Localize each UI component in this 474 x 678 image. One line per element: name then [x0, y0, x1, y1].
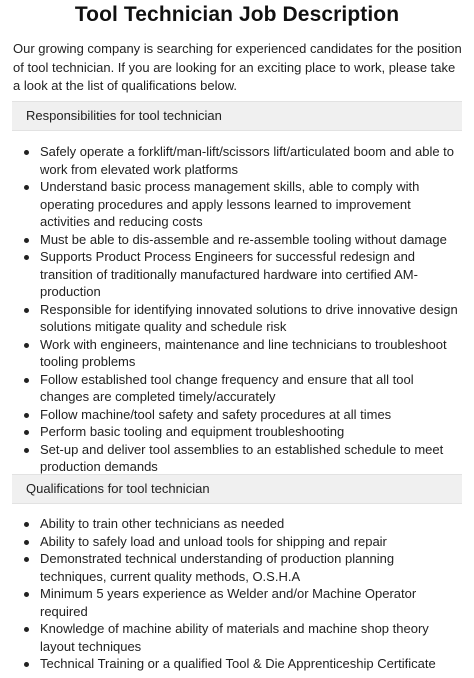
- list-item: Minimum 5 years experience as Welder and/or Machine Operator required: [12, 585, 464, 620]
- list-item: Ability to safely load and unload tools for shipping and repair: [12, 533, 464, 551]
- bullet-icon: [24, 540, 29, 545]
- bullet-icon: [24, 255, 29, 260]
- bullet-icon: [24, 557, 29, 562]
- bullet-icon: [24, 343, 29, 348]
- responsibilities-list: [12, 143, 464, 476]
- bullet-icon: [24, 308, 29, 313]
- qualifications-list: [12, 515, 464, 673]
- bullet-icon: [24, 238, 29, 243]
- qualifications-heading: Qualifications for tool technician: [26, 481, 210, 496]
- page-title: Tool Technician Job Description: [74, 3, 400, 26]
- list-item: Responsible for identifying innovated solutions to drive innovative design solutions mitigate quality and schedule risk: [12, 301, 464, 336]
- list-item: Perform basic tooling and equipment troubleshooting: [12, 423, 464, 441]
- list-item: Technical Training or a qualified Tool & Die Apprenticeship Certificate: [12, 655, 464, 673]
- list-item: Work with engineers, maintenance and line technicians to troubleshoot tooling problems: [12, 336, 464, 371]
- list-item: Demonstrated technical understanding of production planning techniques, current quality methods, O.S.H.A: [12, 550, 464, 585]
- list-item: Understand basic process management skills, able to comply with operating procedures and apply lessons learned to improvement activities and reducing costs: [12, 178, 464, 231]
- bullet-icon: [24, 662, 29, 667]
- qualifications-header: [12, 474, 462, 504]
- bullet-icon: [24, 592, 29, 597]
- bullet-icon: [24, 413, 29, 418]
- bullet-icon: [24, 627, 29, 632]
- list-item: Ability to train other technicians as needed: [12, 515, 464, 533]
- bullet-icon: [24, 150, 29, 155]
- list-item: Follow established tool change frequency and ensure that all tool changes are completed timely/accurately: [12, 371, 464, 406]
- list-item: Knowledge of machine ability of materials and machine shop theory layout techniques: [12, 620, 464, 655]
- responsibilities-header: [12, 101, 462, 131]
- intro-paragraph: Our growing company is searching for experienced candidates for the position of tool technician. If you are looking for an exciting place to work, please take a look at the list of qualifications below.: [13, 41, 462, 93]
- bullet-icon: [24, 448, 29, 453]
- list-item: Safely operate a forklift/man-lift/scissors lift/articulated boom and able to work from elevated work platforms: [12, 143, 464, 178]
- list-item: Follow machine/tool safety and safety procedures at all times: [12, 406, 464, 424]
- bullet-icon: [24, 522, 29, 527]
- bullet-icon: [24, 430, 29, 435]
- bullet-icon: [24, 378, 29, 383]
- list-item: Supports Product Process Engineers for successful redesign and transition of traditionally manufactured hardware into certified AM-production: [12, 248, 464, 301]
- bullet-icon: [24, 185, 29, 190]
- list-item: Set-up and deliver tool assemblies to an established schedule to meet production demands: [12, 441, 464, 476]
- responsibilities-heading: Responsibilities for tool technician: [26, 108, 222, 123]
- list-item: Must be able to dis-assemble and re-assemble tooling without damage: [12, 231, 464, 249]
